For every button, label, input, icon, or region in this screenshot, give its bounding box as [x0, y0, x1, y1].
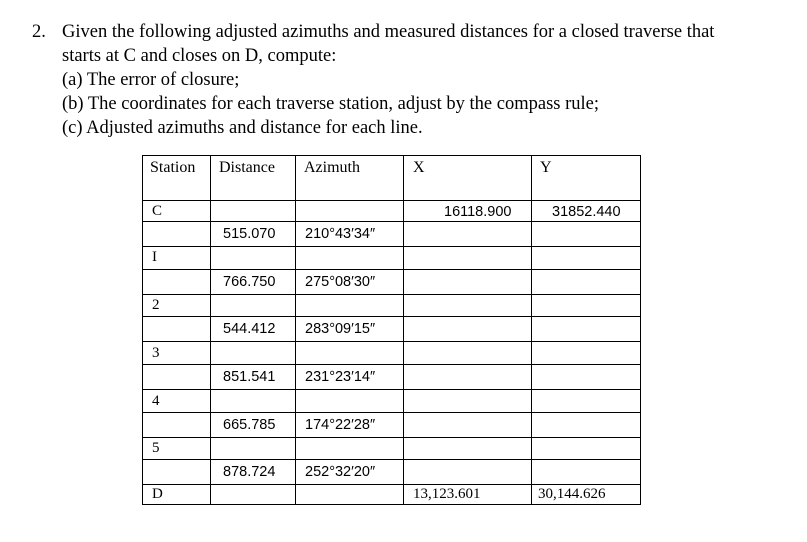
table-border-left: [142, 155, 143, 505]
header-y: Y: [540, 159, 552, 176]
line-distance: 878.724: [223, 464, 276, 480]
line-distance: 544.412: [223, 321, 276, 337]
question-line-1: Given the following adjusted azimuths and measured distances for a closed traverse that: [62, 22, 715, 42]
table-rule: [142, 437, 641, 438]
table-border-bottom: [142, 504, 641, 505]
header-azimuth: Azimuth: [304, 159, 360, 176]
header-distance: Distance: [219, 159, 275, 176]
table-rule: [142, 294, 641, 295]
table-rule: [142, 484, 641, 485]
start-x: 16118.900: [444, 204, 512, 220]
table-rule: [142, 221, 641, 222]
question-part-b: (b) The coordinates for each traverse station, adjust by the compass rule;: [62, 94, 600, 114]
station-label: I: [152, 249, 157, 265]
table-divider-azimuth: [403, 155, 404, 505]
line-azimuth: 210°43′34″: [305, 226, 376, 242]
line-azimuth: 275°08′30″: [305, 274, 376, 290]
line-distance: 766.750: [223, 274, 276, 290]
line-azimuth: 174°22′28″: [305, 417, 376, 433]
line-azimuth: 283°09′15″: [305, 321, 376, 337]
table-divider-distance: [295, 155, 296, 505]
question-line-2: starts at C and closes on D, compute:: [62, 46, 337, 66]
station-label: 3: [152, 345, 160, 361]
line-azimuth: 231°23′14″: [305, 369, 376, 385]
header-station: Station: [150, 159, 196, 176]
table-rule: [142, 459, 641, 460]
station-label: C: [152, 203, 163, 219]
table-rule: [142, 341, 641, 342]
station-label: 5: [152, 440, 160, 456]
question-part-c: (c) Adjusted azimuths and distance for each line.: [62, 118, 423, 138]
table-rule: [142, 316, 641, 317]
question-part-a: (a) The error of closure;: [62, 70, 240, 90]
start-y: 31852.440: [552, 204, 621, 220]
table-rule: [142, 269, 641, 270]
traverse-table: [142, 155, 641, 505]
table-rule: [142, 412, 641, 413]
table-border-right: [640, 155, 641, 505]
line-distance: 665.785: [223, 417, 276, 433]
end-x: 13,123.601: [413, 486, 481, 502]
table-rule: [142, 200, 641, 201]
table-rule: [142, 389, 641, 390]
line-azimuth: 252°32′20″: [305, 464, 376, 480]
question-number: 2.: [32, 22, 46, 42]
question-text: [62, 20, 802, 140]
table-border-top: [142, 155, 641, 156]
table-divider-x: [531, 155, 532, 505]
station-label: 2: [152, 297, 160, 313]
line-distance: 851.541: [223, 369, 276, 385]
station-label: 4: [152, 393, 160, 409]
header-x: X: [413, 159, 425, 176]
table-rule: [142, 246, 641, 247]
line-distance: 515.070: [223, 226, 276, 242]
table-divider-station: [210, 155, 211, 505]
end-y: 30,144.626: [538, 486, 606, 502]
station-label: D: [152, 486, 163, 502]
table-rule: [142, 364, 641, 365]
